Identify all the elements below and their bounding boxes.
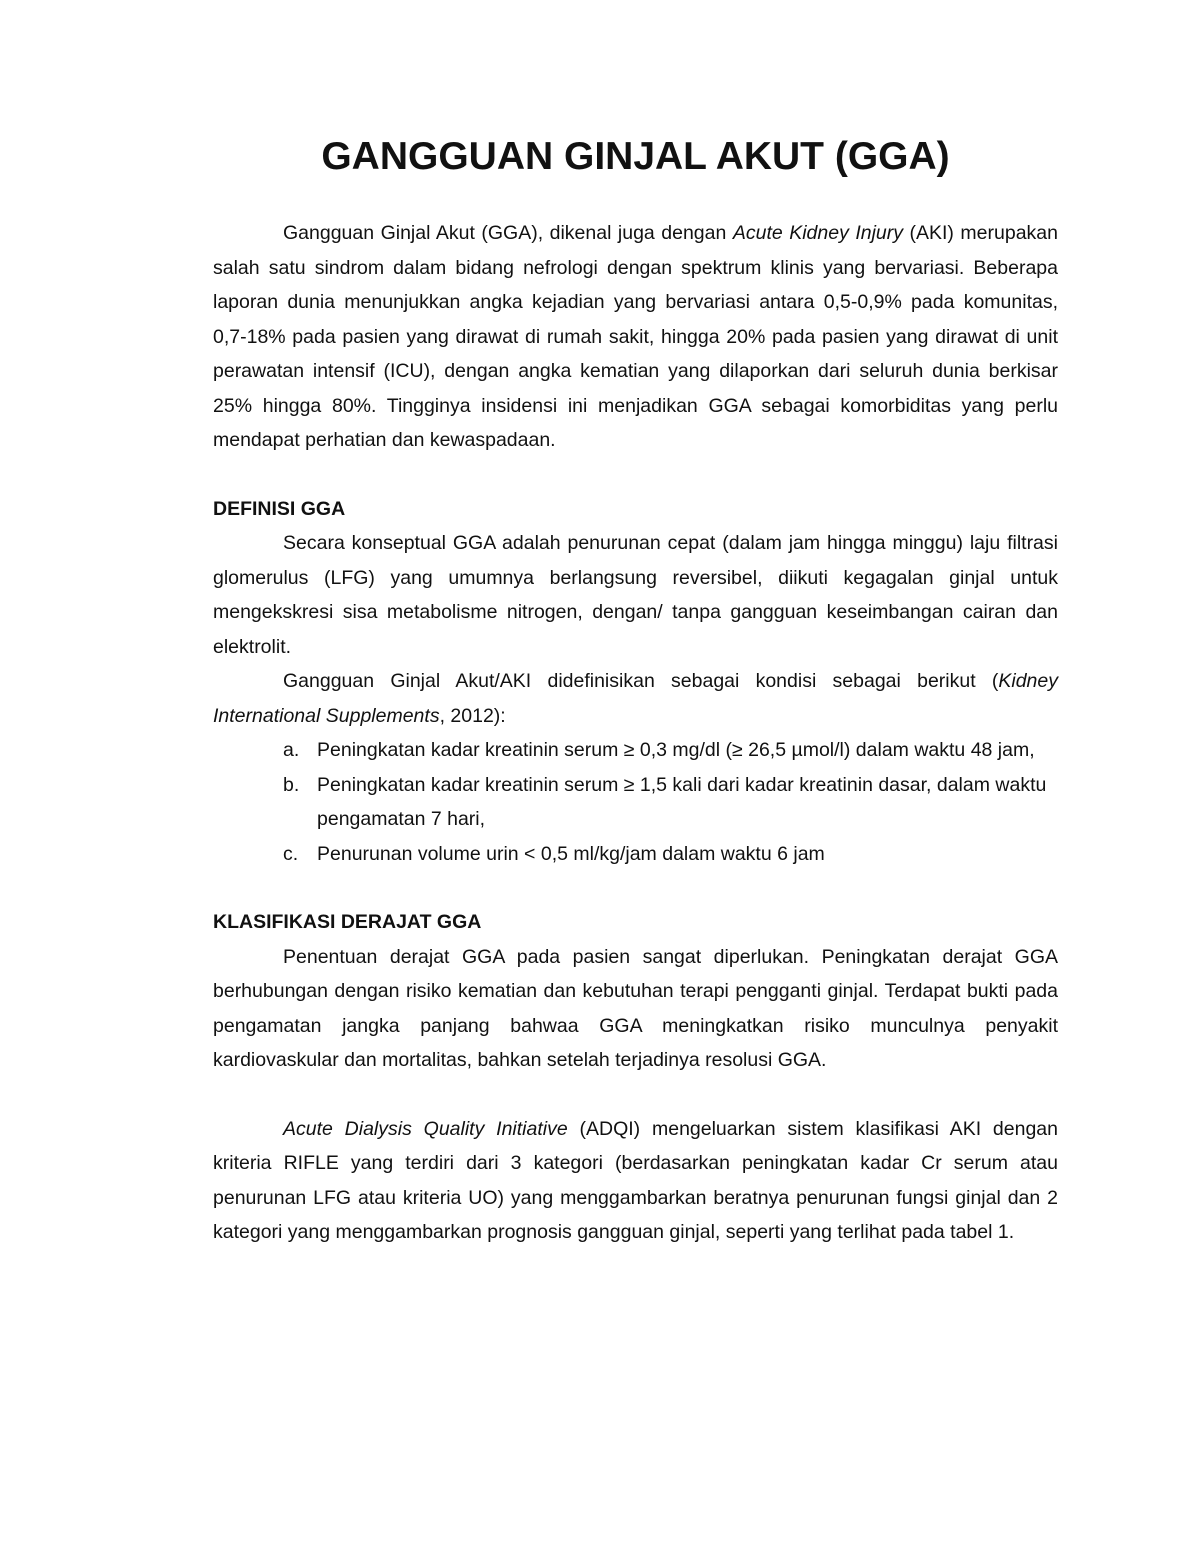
- section-heading-klasifikasi: KLASIFIKASI DERAJAT GGA: [213, 911, 482, 933]
- document-title: GANGGUAN GINJAL AKUT (GGA): [321, 135, 950, 178]
- document-body: [213, 135, 1058, 1250]
- criteria-text: Peningkatan kadar kreatinin serum ≥ 1,5 kali dari kadar kreatinin dasar, dalam waktu pengamatan 7 hari,: [317, 773, 1047, 830]
- definisi-source: Kidney International Supplements: [213, 670, 1058, 727]
- list-marker: c.: [283, 842, 299, 865]
- definisi-paragraph-1: Secara konseptual GGA adalah penurunan cepat (dalam jam hingga minggu) laju filtrasi glomerulus (LFG) yang umumnya berlangsung reversibel, diikuti kegagalan ginjal untuk mengekskresi sisa metabolisme nitrogen, dengan/ tanpa gangguan keseimbangan cairan dan elektrolit.: [213, 532, 1058, 658]
- section-heading-definisi: DEFINISI GGA: [213, 497, 346, 520]
- definisi-paragraph-2: [213, 664, 1058, 733]
- spacer: [213, 174, 1058, 216]
- spacer: [213, 1078, 1058, 1112]
- criteria-text: Penurunan volume urin < 0,5 ml/kg/jam dalam waktu 6 jam: [317, 842, 825, 865]
- spacer: [213, 458, 1058, 492]
- list-marker: b.: [283, 773, 300, 796]
- adqi-term: Acute Dialysis Quality Initiative: [283, 1117, 568, 1140]
- spacer: [213, 871, 1058, 905]
- definisi-text-start: Gangguan Ginjal Akut/AKI didefinisikan sebagai kondisi sebagai berikut (: [283, 670, 999, 692]
- criteria-item-c: [213, 837, 1058, 872]
- intro-paragraph: [213, 216, 1058, 458]
- list-marker: a.: [283, 739, 300, 761]
- intro-text-start: Gangguan Ginjal Akut (GGA), dikenal juga dengan: [283, 222, 733, 244]
- klasifikasi-text: (ADQI) mengeluarkan sistem klasifikasi AKI dengan kriteria RIFLE yang terdiri dari 3 kategori (berdasarkan peningkatan kadar Cr serum atau penurunan LFG atau kriteria UO) yang menggambarkan beratnya penurunan fungsi ginjal dan 2 kategori yang menggambarkan prognosis gangguan ginjal, seperti yang terlihat pada tabel 1.: [213, 1117, 1058, 1243]
- criteria-item-a: [213, 733, 1058, 768]
- klasifikasi-paragraph-1: Penentuan derajat GGA pada pasien sangat diperlukan. Peningkatan derajat GGA berhubungan dengan risiko kematian dan kebutuhan terapi pengganti ginjal. Terdapat bukti pada pengamatan jangka panjang bahwaa GGA meningkatkan risiko munculnya penyakit kardiovaskular dan mortalitas, bahkan setelah terjadinya resolusi GGA.: [213, 945, 1058, 1071]
- criteria-list: [213, 733, 1058, 871]
- klasifikasi-paragraph-2: [213, 1112, 1058, 1250]
- criteria-item-b: [213, 768, 1058, 837]
- intro-term: Acute Kidney Injury: [732, 222, 904, 244]
- intro-text-end: (AKI) merupakan salah satu sindrom dalam bidang nefrologi dengan spektrum klinis yang bervariasi. Beberapa laporan dunia menunjukkan angka kejadian yang bervariasi antara 0,5-0,9% pada komunitas, 0,7-18% pada pasien yang dirawat di rumah sakit, hingga 20% pada pasien yang dirawat di unit perawatan intensif (ICU), dengan angka kematian yang dilaporkan dari seluruh dunia berkisar 25% hingga 80%. Tingginya insidensi ini menjadikan GGA sebagai komorbiditas yang perlu mendapat perhatian dan kewaspadaan.: [213, 222, 1058, 451]
- definisi-text-end: , 2012):: [439, 704, 506, 727]
- criteria-text: Peningkatan kadar kreatinin serum ≥ 0,3 mg/dl (≥ 26,5 µmol/l) dalam waktu 48 jam,: [317, 739, 1035, 761]
